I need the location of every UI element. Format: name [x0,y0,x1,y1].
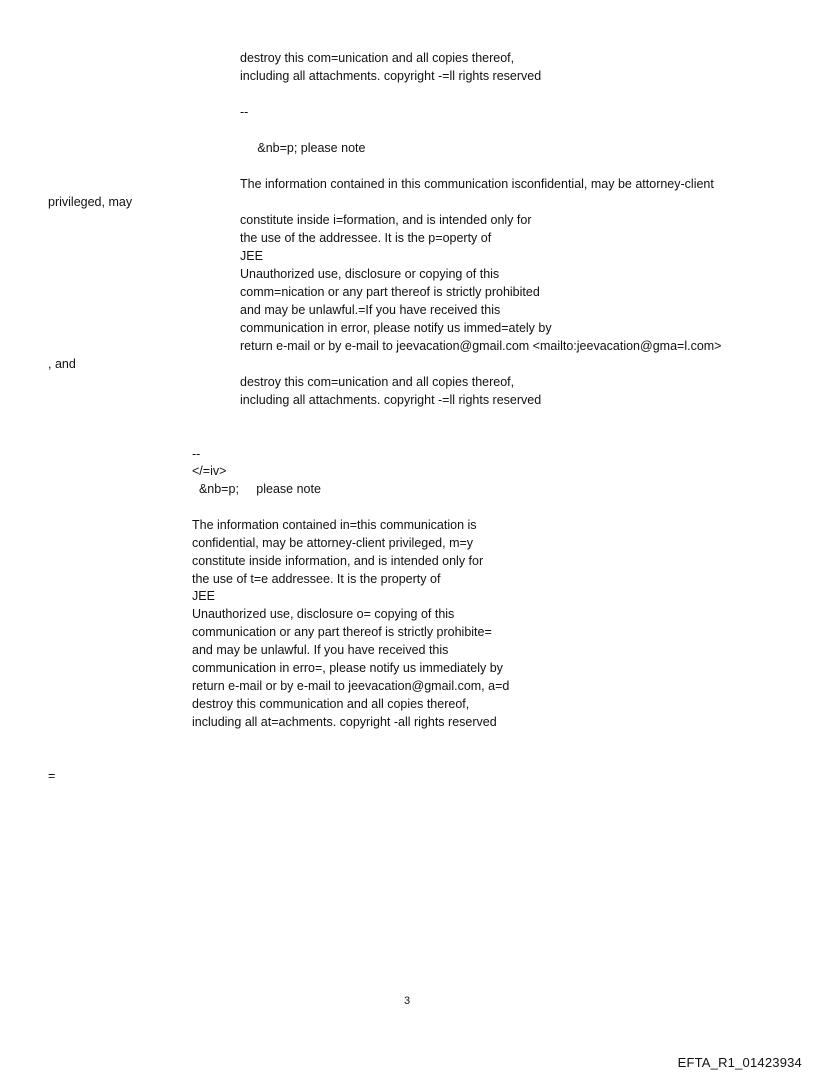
text-line-wrap: privileged, may [48,195,133,209]
text-line: Unauthorized use, disclosure o= copying of this [192,607,455,621]
text-line: JEE [192,589,215,603]
text-line: including all attachments. copyright -=ll rights reserved [240,393,542,407]
separator-dashes: -- [192,447,201,461]
text-line: including all attachments. copyright -=ll rights reserved [240,69,542,83]
text-line: confidential, may be attorney-client privileged, m=y [192,536,474,550]
text-line: &nb=p; please note [240,141,366,155]
text-line: Unauthorized use, disclosure or copying of this [240,267,500,281]
text-line: constitute inside i=formation, and is intended only for [240,213,532,227]
text-line: and may be unlawful.=If you have received this [240,303,501,317]
text-line: and may be unlawful. If you have received this [192,643,449,657]
text-line: communication in error, please notify us immed=ately by [240,321,552,335]
separator-dashes: -- [240,105,249,119]
text-line: destroy this com=unication and all copies thereof, [240,51,515,65]
text-line: &nb=p; please note [192,482,321,496]
bates-number: EFTA_R1_01423934 [677,1055,802,1070]
text-line: </=iv> [192,464,227,478]
text-line: constitute inside information, and is intended only for [192,554,484,568]
text-line: JEE [240,249,263,263]
text-line: including all at=achments. copyright -all rights reserved [192,715,497,729]
text-line: The information contained in=this communication is [192,518,477,532]
text-line-wrap: , and [48,357,76,371]
text-line: communication or any part thereof is strictly prohibite= [192,625,492,639]
text-line: communication in erro=, please notify us immediately by [192,661,503,675]
text-line: return e-mail or by e-mail to jeevacation@gmail.com <mailto:jeevacation@gma=l.com> [240,339,722,353]
text-line: comm=nication or any part thereof is strictly prohibited [240,285,540,299]
trailing-equals: = [48,769,56,783]
text-line: destroy this communication and all copies thereof, [192,697,470,711]
text-line: the use of the addressee. It is the p=operty of [240,231,492,245]
text-line: The information contained in this communication isconfidential, may be attorney-client [240,177,714,191]
text-line: return e-mail or by e-mail to jeevacation@gmail.com, a=d [192,679,510,693]
text-line: destroy this com=unication and all copies thereof, [240,375,515,389]
page-number: 3 [404,995,411,1007]
text-line: the use of t=e addressee. It is the property of [192,572,441,586]
